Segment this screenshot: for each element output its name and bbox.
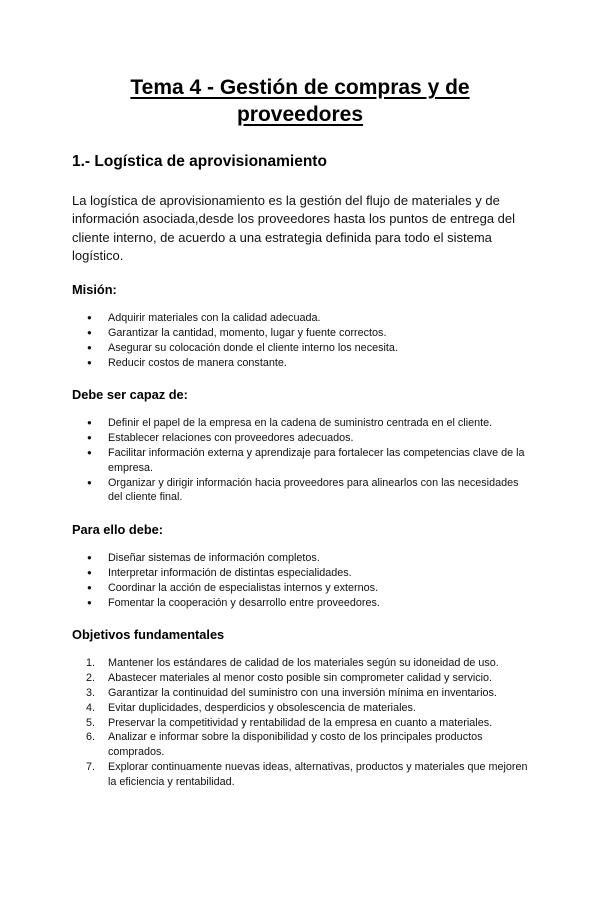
item-text: Preservar la competitividad y rentabilidad de la empresa en cuanto a materiales. xyxy=(108,716,493,729)
list-item: ● Establecer relaciones con proveedores adecuados. xyxy=(72,431,528,446)
item-text: Abastecer materiales al menor costo posible sin comprometer calidad y servicio. xyxy=(108,672,493,685)
item-text: Mantener los estándares de calidad de los materiales según su idoneidad de uso. xyxy=(108,657,499,670)
title-line-1: Tema 4 - Gestión de compras y de xyxy=(130,76,470,99)
objetivos-heading: Objetivos fundamentales xyxy=(72,627,225,643)
capaz-heading: Debe ser capaz de: xyxy=(72,387,188,403)
list-item: ● Fomentar la cooperación y desarrollo entre proveedores. xyxy=(72,596,528,611)
item-number: 7. xyxy=(86,760,96,773)
list-item: ● Facilitar información externa y aprendizaje para fortalecer las competencias clave de la empresa. xyxy=(72,446,528,476)
mision-heading: Misión: xyxy=(72,282,117,298)
para-ello-heading: Para ello debe: xyxy=(72,522,164,538)
item-number: 5. xyxy=(86,716,96,729)
numbered-item xyxy=(72,760,528,790)
objetivos-list xyxy=(72,656,528,789)
numbered-item xyxy=(72,730,528,760)
item-number: 3. xyxy=(86,686,96,699)
intro-paragraph: La logística de aprovisionamiento es la gestión del flujo de materiales y de información asociada,desde los proveedores hasta los puntos de entrega del cliente interno, de acuerdo a una estrategia definida para todo el sistema logístico. xyxy=(72,193,516,263)
item-text: Explorar continuamente nuevas ideas, alternativas, productos y materiales que mejoren la eficiencia y rentabilidad. xyxy=(108,760,528,788)
list-item: ● Garantizar la cantidad, momento, lugar y fuente correctos. xyxy=(72,326,528,341)
numbered-item xyxy=(72,716,528,731)
numbered-item xyxy=(72,686,528,701)
document-title xyxy=(72,74,528,128)
list-item: ● Organizar y dirigir información hacia proveedores para alinearlos con las necesidades del cliente final. xyxy=(72,476,528,506)
item-text: Analizar e informar sobre la disponibilidad y costo de los principales productos comprados. xyxy=(108,731,483,759)
list-item: ● Diseñar sistemas de información completos. xyxy=(72,551,528,566)
list-item: ● Reducir costos de manera constante. xyxy=(72,356,528,371)
mision-list xyxy=(72,311,528,370)
list-item: ● Adquirir materiales con la calidad adecuada. xyxy=(72,311,528,326)
list-item: ● Interpretar información de distintas especialidades. xyxy=(72,566,528,581)
section-heading: 1.- Logística de aprovisionamiento xyxy=(72,153,327,170)
title-line-2: proveedores xyxy=(236,103,364,126)
list-item: ● Definir el papel de la empresa en la cadena de suministro centrada en el cliente. xyxy=(72,416,528,431)
numbered-item xyxy=(72,701,528,716)
item-number: 4. xyxy=(86,701,96,714)
item-text: Garantizar la continuidad del suministro con una inversión mínima en inventarios. xyxy=(108,686,497,699)
list-item: ● Coordinar la acción de especialistas internos y externos. xyxy=(72,581,528,596)
numbered-item xyxy=(72,671,528,686)
document-page xyxy=(0,74,600,922)
item-number: 2. xyxy=(86,672,96,685)
numbered-item xyxy=(72,656,528,671)
item-number: 6. xyxy=(86,731,96,744)
list-item: ● Asegurar su colocación donde el cliente interno los necesita. xyxy=(72,341,528,356)
capaz-list xyxy=(72,416,528,505)
para-ello-list xyxy=(72,551,528,610)
item-number: 1. xyxy=(86,657,96,670)
item-text: Evitar duplicidades, desperdicios y obsolescencia de materiales. xyxy=(108,701,416,714)
